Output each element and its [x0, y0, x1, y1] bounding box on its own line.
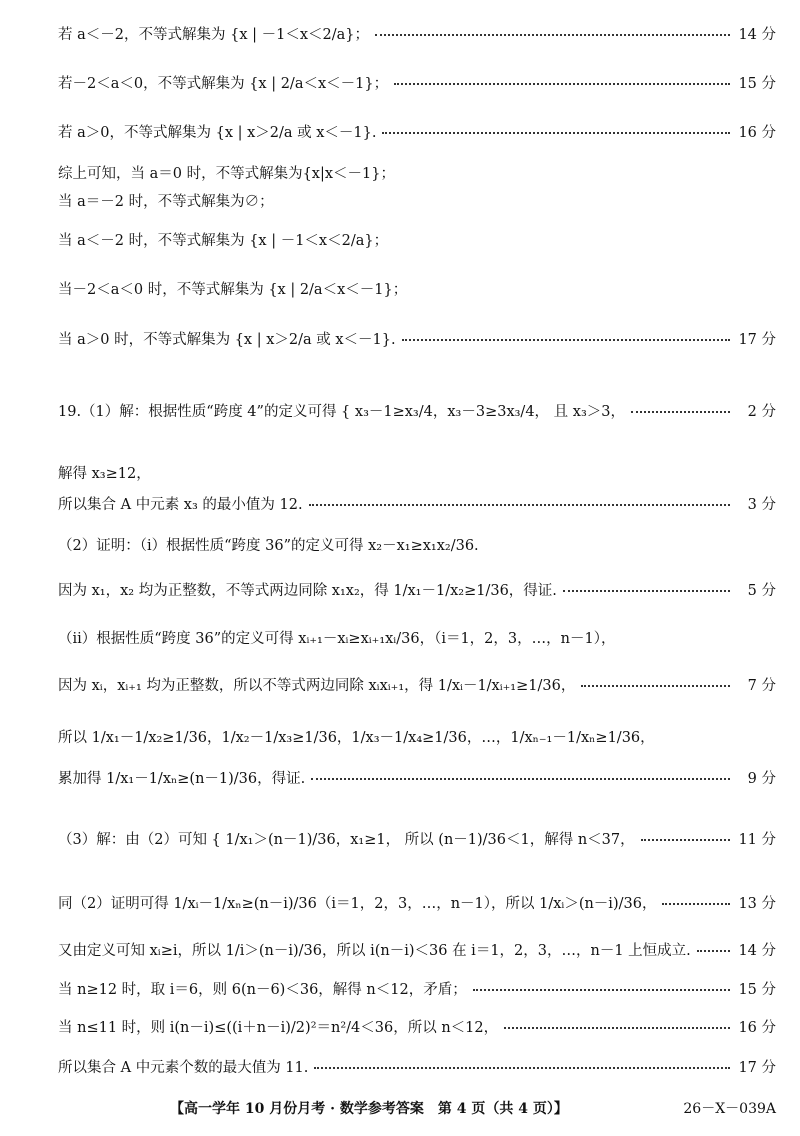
line-text: 当－2＜a＜0 时，不等式解集为 {x | 2/a＜x＜－1}；: [58, 282, 408, 298]
line-text: 19.（1）解：根据性质“跨度 4”的定义可得 { x₃－1≥x₃/4，x₃－3≥3x₃/4， 且 x₃＞3，: [58, 404, 625, 420]
line-text: 若 a＞0，不等式解集为 {x | x＞2/a 或 x＜－1}.: [58, 125, 377, 141]
line-text: （2）证明：（ⅰ）根据性质“跨度 36”的定义可得 x₂－x₁≥x₁x₂/36.: [58, 538, 479, 554]
line-text: 若－2＜a＜0，不等式解集为 {x | 2/a＜x＜－1}；: [58, 76, 389, 92]
answer-line: [58, 162, 776, 183]
answer-line: [58, 534, 776, 555]
score-points: 16 分: [738, 1020, 776, 1036]
footer-code: 26－X－039A: [683, 1101, 776, 1117]
answer-line: [58, 493, 776, 514]
leader-dots: [314, 1065, 730, 1069]
score-points: 15 分: [738, 982, 776, 998]
leader-dots: [662, 901, 730, 905]
leader-dots: [473, 987, 730, 991]
answer-line: [58, 978, 776, 999]
leader-dots: [311, 776, 730, 780]
answer-line: [58, 726, 776, 747]
answer-line: [58, 190, 776, 211]
line-text: （3）解：由（2）可知 { 1/x₁＞(n－1)/36，x₁≥1， 所以 (n－1)/36＜1，解得 n＜37，: [58, 832, 635, 848]
score-points: 3 分: [747, 497, 776, 513]
line-text: 因为 x₁，x₂ 均为正整数，不等式两边同除 x₁x₂，得 1/x₁－1/x₂≥1/36，得证.: [58, 583, 557, 599]
page-footer: [0, 1098, 800, 1120]
answer-line: [58, 939, 776, 960]
line-text: 同（2）证明可得 1/xᵢ－1/xₙ≥(n－i)/36（i＝1，2，3，…，n－1），所以 1/xᵢ＞(n－i)/36，: [58, 896, 657, 912]
line-text: （ⅱ）根据性质“跨度 36”的定义可得 xᵢ₊₁－xᵢ≥xᵢ₊₁xᵢ/36，（i＝1，2，3，…，n－1），: [58, 631, 616, 647]
score-points: 5 分: [747, 583, 776, 599]
line-text: 解得 x₃≥12，: [58, 466, 151, 482]
score-points: 2 分: [747, 404, 776, 420]
score-points: 14 分: [738, 943, 776, 959]
answer-line: [58, 23, 776, 44]
answer-line: [58, 1056, 776, 1077]
line-text: 当 n≤11 时，则 i(n－i)≤((i＋n－i)/2)²＝n²/4＜36，所以 n＜12，: [58, 1020, 499, 1036]
leader-dots: [402, 337, 730, 341]
leader-dots: [641, 837, 730, 841]
answer-line: [58, 1016, 776, 1037]
leader-dots: [563, 588, 730, 592]
score-points: 9 分: [747, 771, 776, 787]
footer-title: 【高一学年 10 月份月考 · 数学参考答案 第 4 页（共 4 页）】: [170, 1101, 568, 1117]
line-text: 当 a＜－2 时，不等式解集为 {x | －1＜x＜2/a}；: [58, 233, 389, 249]
leader-dots: [382, 130, 730, 134]
line-text: 当 a＝－2 时，不等式解集为∅；: [58, 194, 274, 210]
line-text: 所以集合 A 中元素 x₃ 的最小值为 12.: [58, 497, 303, 513]
answer-line: [58, 462, 776, 483]
line-text: 所以集合 A 中元素个数的最大值为 11.: [58, 1060, 309, 1076]
score-points: 13 分: [738, 896, 776, 912]
line-text: 因为 xᵢ，xᵢ₊₁ 均为正整数，所以不等式两边同除 xᵢxᵢ₊₁，得 1/xᵢ－1/xᵢ₊₁≥1/36，: [58, 678, 576, 694]
line-text: 当 n≥12 时，取 i＝6，则 6(n－6)＜36，解得 n＜12，矛盾；: [58, 982, 467, 998]
answer-line: [58, 328, 776, 349]
answer-line: [58, 121, 776, 142]
score-points: 17 分: [738, 1060, 776, 1076]
leader-dots: [697, 948, 730, 952]
line-text: 若 a＜－2，不等式解集为 {x | －1＜x＜2/a}；: [58, 27, 369, 43]
answer-line: [58, 892, 776, 913]
line-text: 所以 1/x₁－1/x₂≥1/36，1/x₂－1/x₃≥1/36，1/x₃－1/x₄≥1/36，…，1/xₙ₋₁－1/xₙ≥1/36，: [58, 730, 655, 746]
answer-line: [58, 674, 776, 695]
answer-line: [58, 278, 776, 299]
score-points: 17 分: [738, 332, 776, 348]
answer-line: [58, 627, 776, 648]
leader-dots: [375, 32, 730, 36]
score-points: 11 分: [738, 832, 776, 848]
score-points: 16 分: [738, 125, 776, 141]
answer-line: [58, 400, 776, 421]
line-text: 综上可知，当 a＝0 时，不等式解集为{x|x＜－1}；: [58, 166, 396, 182]
line-text: 又由定义可知 xᵢ≥i，所以 1/i＞(n－i)/36，所以 i(n－i)＜36 在 i＝1，2，3，…，n－1 上恒成立.: [58, 943, 691, 959]
leader-dots: [504, 1025, 730, 1029]
score-points: 7 分: [747, 678, 776, 694]
answer-line: [58, 579, 776, 600]
leader-dots: [581, 683, 730, 687]
answer-line: [58, 72, 776, 93]
leader-dots: [309, 502, 730, 506]
answer-line: [58, 767, 776, 788]
line-text: 当 a＞0 时，不等式解集为 {x | x＞2/a 或 x＜－1}.: [58, 332, 396, 348]
leader-dots: [394, 81, 730, 85]
answer-line: [58, 229, 776, 250]
score-points: 14 分: [738, 27, 776, 43]
leader-dots: [631, 409, 730, 413]
score-points: 15 分: [738, 76, 776, 92]
answer-line: [58, 828, 776, 849]
line-text: 累加得 1/x₁－1/xₙ≥(n－1)/36，得证.: [58, 771, 306, 787]
